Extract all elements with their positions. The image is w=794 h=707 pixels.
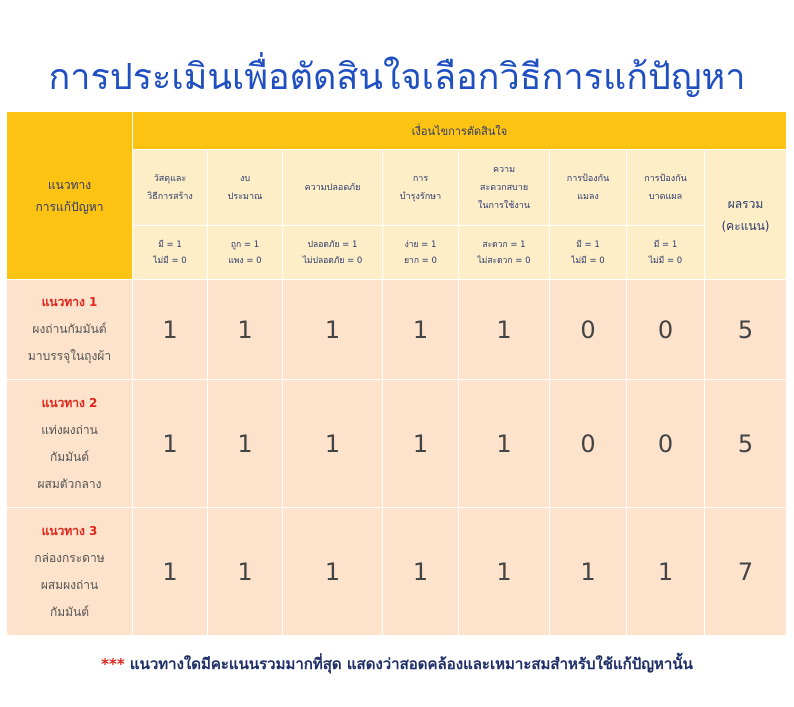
footnote-stars: *** (101, 655, 125, 673)
score-cell: 0 (550, 380, 627, 508)
scoring-rule-line: ไม่สะดวก = 0 (477, 255, 531, 266)
score-cell: 1 (208, 280, 283, 380)
criterion-header (283, 150, 383, 226)
criterion-line: วัสดุและ (153, 173, 187, 184)
option-desc-line: ผสมตัวกลาง (37, 476, 102, 491)
score-cell: 1 (283, 280, 383, 380)
option-cell (7, 508, 133, 636)
total-cell: 5 (705, 380, 787, 508)
scoring-rule-line: ถูก = 1 (230, 239, 260, 250)
total-header-line1: ผลรวม (727, 196, 764, 211)
score-cell: 1 (133, 280, 208, 380)
criterion-header (627, 150, 705, 226)
score-cell: 0 (550, 280, 627, 380)
criterion-line: ความ (492, 164, 516, 175)
criterion-line: ในการใช้งาน (478, 200, 530, 211)
criterion-line: วิธีการสร้าง (147, 191, 193, 202)
criterion-line: ความปลอดภัย (304, 182, 361, 193)
table-row (7, 380, 787, 508)
option-label: แนวทาง 1 (41, 295, 98, 309)
criterion-line: การ (412, 173, 429, 184)
scoring-rule (627, 226, 705, 280)
scoring-rule-line: มี = 1 (653, 239, 678, 250)
criterion-line: ประมาณ (227, 191, 263, 202)
scoring-rule-line: มี = 1 (576, 239, 600, 250)
total-header-line2: (คะแนน) (721, 218, 770, 233)
score-cell: 1 (283, 508, 383, 636)
score-cell: 1 (383, 508, 459, 636)
score-cell: 0 (627, 380, 705, 508)
option-desc-line: กล่องกระดาษ (34, 550, 105, 565)
criterion-line: การป้องกัน (566, 173, 610, 184)
scoring-rule (383, 226, 459, 280)
scoring-rule-line: สะดวก = 1 (482, 239, 526, 250)
total-cell: 7 (705, 508, 787, 636)
option-cell (7, 380, 133, 508)
scoring-rule-line: ปลอดภัย = 1 (307, 239, 358, 250)
table-row (7, 508, 787, 636)
score-cell: 1 (208, 508, 283, 636)
criterion-header (550, 150, 627, 226)
approach-header-line1: แนวทาง (47, 177, 92, 192)
score-cell: 1 (459, 508, 550, 636)
approach-header-line2: การแก้ปัญหา (35, 199, 104, 214)
criterion-line: แมลง (577, 191, 599, 202)
score-cell: 1 (283, 380, 383, 508)
criterion-line: งบ (239, 173, 251, 184)
scoring-rule (283, 226, 383, 280)
criterion-header (208, 150, 283, 226)
score-cell: 1 (383, 380, 459, 508)
scoring-rule (208, 226, 283, 280)
scoring-rule-line: ไม่มี = 0 (648, 255, 683, 266)
score-cell: 1 (459, 380, 550, 508)
scoring-rule-line: แพง = 0 (228, 255, 262, 266)
footnote-text: แนวทางใดมีคะแนนรวมมากที่สุด แสดงว่าสอดคล้องและเหมาะสมสำหรับใช้แก้ปัญหานั้น (124, 655, 693, 673)
option-desc-line: แท่งผงถ่าน (41, 422, 98, 437)
decision-conditions-header: เงื่อนไขการตัดสินใจ (133, 112, 787, 150)
option-label: แนวทาง 3 (41, 523, 98, 538)
scoring-rule (133, 226, 208, 280)
total-header (705, 150, 787, 280)
score-cell: 1 (383, 280, 459, 380)
score-cell: 0 (627, 280, 705, 380)
criterion-line: สะดวกสบาย (479, 182, 529, 193)
scoring-rule-line: ไม่มี = 0 (571, 255, 605, 266)
scoring-rule-line: ไม่ปลอดภัย = 0 (302, 255, 363, 266)
scoring-rule (459, 226, 550, 280)
option-label: แนวทาง 2 (41, 395, 98, 410)
score-cell: 1 (133, 508, 208, 636)
score-cell: 1 (627, 508, 705, 636)
scoring-rule-line: ยาก = 0 (404, 255, 437, 266)
score-cell: 1 (208, 380, 283, 508)
option-desc-line: มาบรรจุในถุงผ้า (27, 349, 112, 363)
total-cell: 5 (705, 280, 787, 380)
score-cell: 1 (550, 508, 627, 636)
option-desc-line: ผสมผงถ่าน (40, 577, 99, 592)
criterion-line: บำรุงรักษา (399, 191, 442, 202)
criterion-header (133, 150, 208, 226)
option-desc-line: ผงถ่านกัมมันต์ (32, 322, 107, 336)
evaluation-table (6, 111, 787, 636)
criterion-line: บาดแผล (648, 191, 683, 202)
criterion-header (459, 150, 550, 226)
criterion-header (383, 150, 459, 226)
scoring-rule-line: ง่าย = 1 (404, 239, 437, 250)
criterion-line: การป้องกัน (644, 173, 687, 184)
score-cell: 1 (459, 280, 550, 380)
table-row (7, 280, 787, 380)
score-cell: 1 (133, 380, 208, 508)
option-cell (7, 280, 133, 380)
footnote (0, 652, 794, 676)
page-title: การประเมินเพื่อตัดสินใจเลือกวิธีการแก้ปัญหา (48, 57, 746, 98)
scoring-rule-line: มี = 1 (158, 239, 182, 250)
scoring-rule (550, 226, 627, 280)
approach-header (7, 112, 133, 280)
option-desc-line: กัมมันต์ (49, 449, 90, 464)
scoring-rule-line: ไม่มี = 0 (153, 255, 187, 266)
option-desc-line: กัมมันต์ (49, 604, 90, 619)
